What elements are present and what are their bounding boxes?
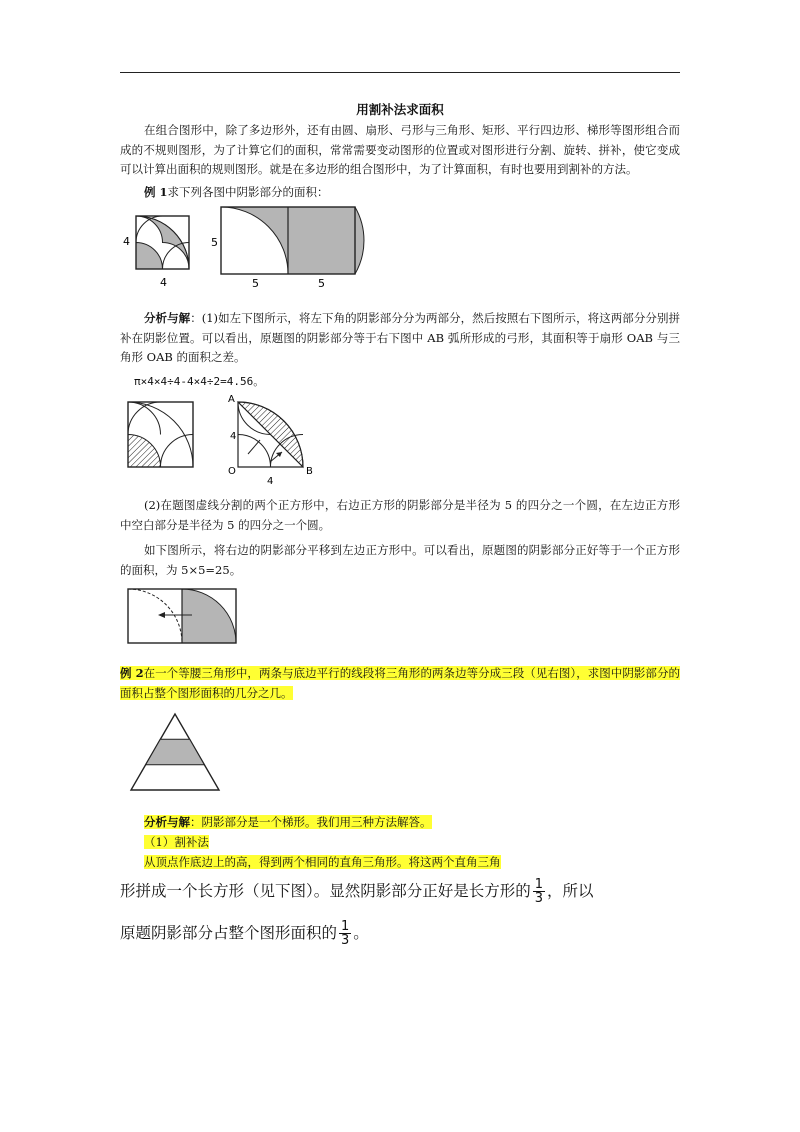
example1-figure xyxy=(120,200,370,295)
header-rule xyxy=(120,72,680,73)
analysis3-method xyxy=(144,833,680,853)
example1-text: 求下列各图中阴影部分的面积： xyxy=(167,185,329,199)
translation-figure xyxy=(120,582,250,652)
analysis3-paragraph xyxy=(144,813,680,833)
analysis2-paragraph-2: 如下图所示，将右边的阴影部分平移到左边正方形中。可以看出，原题图的阴影部分正好等于一个正方形的面积，为 5×5=25。 xyxy=(120,543,680,577)
analysis1-figure xyxy=(120,392,330,488)
point-b-label: B xyxy=(306,466,313,477)
analysis2-paragraph-1: (2)在题图虚线分割的两个正方形中，右边正方形的阴影部分是半径为 5 的四分之一个圆，在左边正方形中空白部分是半径为 5 的四分之一个圆。 xyxy=(120,498,680,532)
fraction-one-third-1: $\frac{1}{3}$ xyxy=(534,877,544,906)
analysis1-formula: π×4×4÷4-4×4÷2=4.56。 xyxy=(134,375,265,388)
intro-paragraph: 在组合图形中，除了多边形外，还有由圆、扇形、弓形与三角形、矩形、平行四边形、梯形等图形组合而成的不规则图形，为了计算它们的面积，常常需要变动图形的位置或对图形进行分割、旋转、拼补，使它变成可以计算出面积的规则图形。就是在多边形的组合图形中，为了计算面积，有时也要用到割补的方法。 xyxy=(120,123,680,176)
point-a-label: A xyxy=(228,394,235,405)
analysis3-line3b: 。 xyxy=(353,924,369,942)
fraction-one-third-2: $\frac{1}{3}$ xyxy=(341,919,350,948)
analysis3-text: ：阴影部分是一个梯形。我们用三种方法解答。 xyxy=(190,815,432,829)
example1-label: 例 1 xyxy=(144,185,168,199)
analysis3-label: 分析与解 xyxy=(144,815,190,829)
analysis1-label: 分析与解 xyxy=(144,311,191,325)
fig1-right-bottom-label-2: 5 xyxy=(318,277,325,290)
example2-label: 例 2 xyxy=(120,666,144,680)
analysis3-line xyxy=(144,853,680,873)
page-title: 用割补法求面积 xyxy=(356,102,444,117)
analysis3-line-text: 从顶点作底边上的高，得到两个相同的直角三角形。将这两个直角三角 xyxy=(144,855,501,869)
fig2-side-label: 4 xyxy=(230,431,237,442)
analysis1-text: ：(1)如左下图所示，将左下角的阴影部分分为两部分，然后按照右下图所示，将这两部分分别拼补在阴影位置。可以看出，原题图的阴影部分等于右下图中 AB 弧所形成的弓形，其面积等于扇形 OAB 与三角形 OAB 的面积之差。 xyxy=(120,311,680,364)
fig2-bottom-label: 4 xyxy=(267,476,274,487)
isosceles-triangle-figure xyxy=(120,710,230,794)
rearranged-quarter-figure xyxy=(238,402,303,467)
analysis3-line3a: 原题阴影部分占整个图形面积的 xyxy=(120,924,338,942)
point-o-label: O xyxy=(228,466,236,477)
fig1-right-bottom-label-1: 5 xyxy=(252,277,259,290)
fig1-left-bottom-label: 4 xyxy=(160,276,167,289)
split-quarter-figure xyxy=(128,402,193,467)
analysis3-line2 xyxy=(120,878,594,905)
analysis3-method-text: （1）割补法 xyxy=(144,835,209,849)
analysis3-line3 xyxy=(120,920,369,947)
analysis3-line2a: 形拼成一个长方形（见下图）。显然阴影部分正好是长方形的 xyxy=(120,882,531,900)
analysis3-line2b: ，所以 xyxy=(547,882,594,900)
example2-paragraph xyxy=(120,664,680,703)
fig1-left-side-label: 4 xyxy=(123,235,130,248)
quarter-circle-figure xyxy=(136,216,189,269)
fig1-right-side-label: 5 xyxy=(211,236,218,249)
analysis1-paragraph xyxy=(120,309,680,368)
example2-text: 在一个等腰三角形中，两条与底边平行的线段将三角形的两条边等分成三段（见右图），求图中阴影部分的面积占整个图形面积的几分之几。 xyxy=(120,666,680,700)
two-squares-figure xyxy=(221,207,364,274)
